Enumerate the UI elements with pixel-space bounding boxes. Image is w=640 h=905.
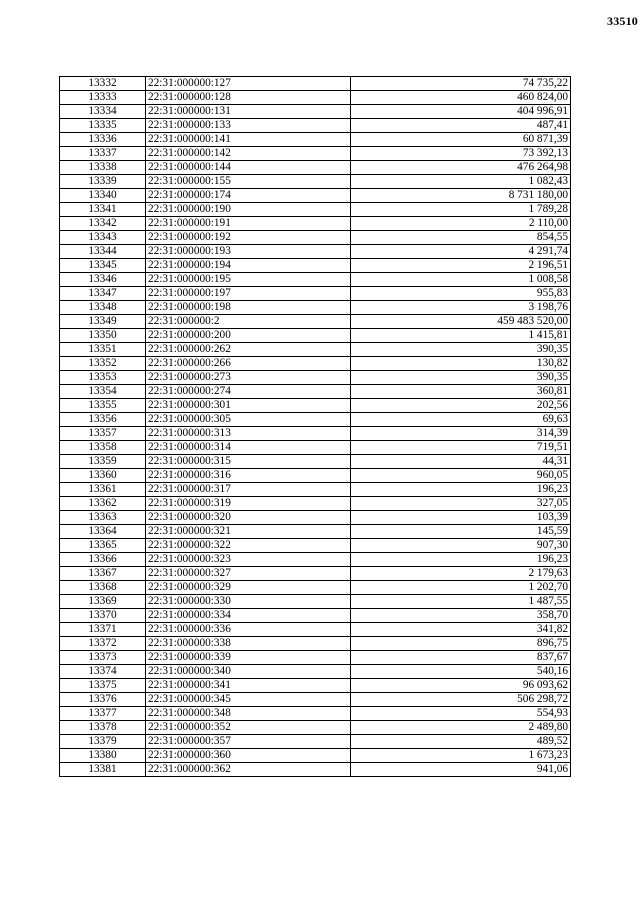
row-number-cell: 13336 xyxy=(60,133,146,147)
table-row xyxy=(60,189,571,203)
cadastral-number-cell: 22:31:000000:322 xyxy=(146,539,351,553)
row-number-cell: 13358 xyxy=(60,441,146,455)
cadastral-value-cell: 60 871,39 xyxy=(351,133,571,147)
table-row xyxy=(60,511,571,525)
table-row xyxy=(60,175,571,189)
cadastral-value-cell: 2 110,00 xyxy=(351,217,571,231)
cadastral-number-cell: 22:31:000000:321 xyxy=(146,525,351,539)
cadastral-number-cell: 22:31:000000:190 xyxy=(146,203,351,217)
cadastral-number-cell: 22:31:000000:144 xyxy=(146,161,351,175)
cadastral-value-cell: 487,41 xyxy=(351,119,571,133)
cadastral-number-cell: 22:31:000000:305 xyxy=(146,413,351,427)
row-number-cell: 13341 xyxy=(60,203,146,217)
cadastral-number-cell: 22:31:000000:131 xyxy=(146,105,351,119)
cadastral-value-cell: 8 731 180,00 xyxy=(351,189,571,203)
table-row xyxy=(60,497,571,511)
row-number-cell: 13376 xyxy=(60,693,146,707)
cadastral-value-cell: 907,30 xyxy=(351,539,571,553)
cadastral-value-cell: 1 673,23 xyxy=(351,749,571,763)
row-number-cell: 13360 xyxy=(60,469,146,483)
row-number-cell: 13363 xyxy=(60,511,146,525)
cadastral-number-cell: 22:31:000000:329 xyxy=(146,581,351,595)
cadastral-number-cell: 22:31:000000:262 xyxy=(146,343,351,357)
cadastral-number-cell: 22:31:000000:174 xyxy=(146,189,351,203)
table-row xyxy=(60,147,571,161)
table-body xyxy=(60,77,571,777)
cadastral-value-cell: 3 198,76 xyxy=(351,301,571,315)
cadastral-number-cell: 22:31:000000:327 xyxy=(146,567,351,581)
table-row xyxy=(60,679,571,693)
cadastral-value-cell: 196,23 xyxy=(351,553,571,567)
table-row xyxy=(60,553,571,567)
cadastral-value-cell: 74 735,22 xyxy=(351,77,571,91)
table-row xyxy=(60,567,571,581)
row-number-cell: 13344 xyxy=(60,245,146,259)
cadastral-value-cell: 2 489,80 xyxy=(351,721,571,735)
table-row xyxy=(60,455,571,469)
cadastral-value-cell: 719,51 xyxy=(351,441,571,455)
row-number-cell: 13356 xyxy=(60,413,146,427)
cadastral-number-cell: 22:31:000000:320 xyxy=(146,511,351,525)
cadastral-value-cell: 506 298,72 xyxy=(351,693,571,707)
cadastral-value-cell: 460 824,00 xyxy=(351,91,571,105)
cadastral-value-cell: 459 483 520,00 xyxy=(351,315,571,329)
table-row xyxy=(60,539,571,553)
cadastral-value-cell: 896,75 xyxy=(351,637,571,651)
cadastral-number-cell: 22:31:000000:2 xyxy=(146,315,351,329)
cadastral-value-cell: 837,67 xyxy=(351,651,571,665)
table-row xyxy=(60,763,571,777)
cadastral-number-cell: 22:31:000000:336 xyxy=(146,623,351,637)
cadastral-value-cell: 1 008,58 xyxy=(351,273,571,287)
cadastral-number-cell: 22:31:000000:316 xyxy=(146,469,351,483)
table-row xyxy=(60,357,571,371)
table-row xyxy=(60,651,571,665)
cadastral-number-cell: 22:31:000000:274 xyxy=(146,385,351,399)
table-row xyxy=(60,245,571,259)
cadastral-value-cell: 854,55 xyxy=(351,231,571,245)
cadastral-number-cell: 22:31:000000:315 xyxy=(146,455,351,469)
cadastral-number-cell: 22:31:000000:360 xyxy=(146,749,351,763)
cadastral-number-cell: 22:31:000000:155 xyxy=(146,175,351,189)
cadastral-number-cell: 22:31:000000:348 xyxy=(146,707,351,721)
table-row xyxy=(60,469,571,483)
row-number-cell: 13342 xyxy=(60,217,146,231)
row-number-cell: 13334 xyxy=(60,105,146,119)
cadastral-number-cell: 22:31:000000:323 xyxy=(146,553,351,567)
row-number-cell: 13371 xyxy=(60,623,146,637)
cadastral-value-cell: 145,59 xyxy=(351,525,571,539)
cadastral-value-cell: 1 202,70 xyxy=(351,581,571,595)
cadastral-value-cell: 96 093,62 xyxy=(351,679,571,693)
row-number-cell: 13354 xyxy=(60,385,146,399)
row-number-cell: 13372 xyxy=(60,637,146,651)
cadastral-number-cell: 22:31:000000:330 xyxy=(146,595,351,609)
table-row xyxy=(60,609,571,623)
cadastral-value-cell: 341,82 xyxy=(351,623,571,637)
row-number-cell: 13347 xyxy=(60,287,146,301)
row-number-cell: 13338 xyxy=(60,161,146,175)
table-row xyxy=(60,595,571,609)
cadastral-number-cell: 22:31:000000:338 xyxy=(146,637,351,651)
table-row xyxy=(60,693,571,707)
table-row xyxy=(60,623,571,637)
row-number-cell: 13359 xyxy=(60,455,146,469)
cadastral-number-cell: 22:31:000000:266 xyxy=(146,357,351,371)
cadastral-number-cell: 22:31:000000:317 xyxy=(146,483,351,497)
cadastral-value-cell: 1 789,28 xyxy=(351,203,571,217)
row-number-cell: 13380 xyxy=(60,749,146,763)
cadastral-number-cell: 22:31:000000:200 xyxy=(146,329,351,343)
cadastral-value-cell: 327,05 xyxy=(351,497,571,511)
row-number-cell: 13351 xyxy=(60,343,146,357)
cadastral-value-cell: 390,35 xyxy=(351,343,571,357)
row-number-cell: 13350 xyxy=(60,329,146,343)
cadastral-number-cell: 22:31:000000:195 xyxy=(146,273,351,287)
cadastral-number-cell: 22:31:000000:133 xyxy=(146,119,351,133)
cadastral-value-cell: 554,93 xyxy=(351,707,571,721)
cadastral-number-cell: 22:31:000000:191 xyxy=(146,217,351,231)
cadastral-number-cell: 22:31:000000:352 xyxy=(146,721,351,735)
row-number-cell: 13337 xyxy=(60,147,146,161)
row-number-cell: 13343 xyxy=(60,231,146,245)
cadastral-value-cell: 44,31 xyxy=(351,455,571,469)
row-number-cell: 13346 xyxy=(60,273,146,287)
table-row xyxy=(60,343,571,357)
cadastral-number-cell: 22:31:000000:313 xyxy=(146,427,351,441)
row-number-cell: 13370 xyxy=(60,609,146,623)
table-row xyxy=(60,399,571,413)
cadastral-number-cell: 22:31:000000:314 xyxy=(146,441,351,455)
cadastral-value-cell: 2 196,51 xyxy=(351,259,571,273)
cadastral-value-cell: 1 415,81 xyxy=(351,329,571,343)
row-number-cell: 13373 xyxy=(60,651,146,665)
cadastral-value-cell: 196,23 xyxy=(351,483,571,497)
row-number-cell: 13357 xyxy=(60,427,146,441)
table-row xyxy=(60,119,571,133)
cadastral-number-cell: 22:31:000000:341 xyxy=(146,679,351,693)
table-row xyxy=(60,329,571,343)
row-number-cell: 13364 xyxy=(60,525,146,539)
table-row xyxy=(60,413,571,427)
cadastral-value-cell: 360,81 xyxy=(351,385,571,399)
row-number-cell: 13374 xyxy=(60,665,146,679)
cadastral-number-cell: 22:31:000000:193 xyxy=(146,245,351,259)
row-number-cell: 13345 xyxy=(60,259,146,273)
table-row xyxy=(60,637,571,651)
cadastral-number-cell: 22:31:000000:362 xyxy=(146,763,351,777)
table-row xyxy=(60,581,571,595)
table-row xyxy=(60,483,571,497)
table-row xyxy=(60,665,571,679)
row-number-cell: 13353 xyxy=(60,371,146,385)
row-number-cell: 13339 xyxy=(60,175,146,189)
table-row xyxy=(60,231,571,245)
cadastral-number-cell: 22:31:000000:340 xyxy=(146,665,351,679)
cadastral-number-cell: 22:31:000000:128 xyxy=(146,91,351,105)
table-row xyxy=(60,133,571,147)
cadastral-number-cell: 22:31:000000:357 xyxy=(146,735,351,749)
cadastral-number-cell: 22:31:000000:301 xyxy=(146,399,351,413)
cadastral-number-cell: 22:31:000000:339 xyxy=(146,651,351,665)
row-number-cell: 13365 xyxy=(60,539,146,553)
row-number-cell: 13369 xyxy=(60,595,146,609)
cadastral-value-cell: 358,70 xyxy=(351,609,571,623)
table-row xyxy=(60,259,571,273)
cadastral-value-cell: 4 291,74 xyxy=(351,245,571,259)
cadastral-number-cell: 22:31:000000:334 xyxy=(146,609,351,623)
table-row xyxy=(60,721,571,735)
table-row xyxy=(60,315,571,329)
cadastral-number-cell: 22:31:000000:127 xyxy=(146,77,351,91)
row-number-cell: 13349 xyxy=(60,315,146,329)
table-row xyxy=(60,371,571,385)
row-number-cell: 13375 xyxy=(60,679,146,693)
cadastral-value-cell: 390,35 xyxy=(351,371,571,385)
cadastral-value-table xyxy=(59,76,571,777)
row-number-cell: 13366 xyxy=(60,553,146,567)
table-row xyxy=(60,707,571,721)
cadastral-value-cell: 2 179,63 xyxy=(351,567,571,581)
cadastral-value-cell: 489,52 xyxy=(351,735,571,749)
table-row xyxy=(60,735,571,749)
table-row xyxy=(60,203,571,217)
cadastral-number-cell: 22:31:000000:198 xyxy=(146,301,351,315)
row-number-cell: 13340 xyxy=(60,189,146,203)
cadastral-value-cell: 404 996,91 xyxy=(351,105,571,119)
row-number-cell: 13362 xyxy=(60,497,146,511)
table-row xyxy=(60,217,571,231)
table-row xyxy=(60,287,571,301)
table-row xyxy=(60,273,571,287)
table-row xyxy=(60,441,571,455)
row-number-cell: 13352 xyxy=(60,357,146,371)
cadastral-value-cell: 202,56 xyxy=(351,399,571,413)
table-row xyxy=(60,301,571,315)
cadastral-value-cell: 955,83 xyxy=(351,287,571,301)
cadastral-value-cell: 476 264,98 xyxy=(351,161,571,175)
row-number-cell: 13378 xyxy=(60,721,146,735)
row-number-cell: 13333 xyxy=(60,91,146,105)
table-row xyxy=(60,161,571,175)
table-row xyxy=(60,105,571,119)
cadastral-number-cell: 22:31:000000:197 xyxy=(146,287,351,301)
cadastral-value-cell: 941,06 xyxy=(351,763,571,777)
cadastral-number-cell: 22:31:000000:141 xyxy=(146,133,351,147)
cadastral-value-cell: 73 392,13 xyxy=(351,147,571,161)
cadastral-number-cell: 22:31:000000:192 xyxy=(146,231,351,245)
cadastral-value-cell: 1 082,43 xyxy=(351,175,571,189)
row-number-cell: 13335 xyxy=(60,119,146,133)
row-number-cell: 13367 xyxy=(60,567,146,581)
cadastral-number-cell: 22:31:000000:319 xyxy=(146,497,351,511)
row-number-cell: 13355 xyxy=(60,399,146,413)
cadastral-value-cell: 103,39 xyxy=(351,511,571,525)
cadastral-value-cell: 130,82 xyxy=(351,357,571,371)
table-row xyxy=(60,77,571,91)
cadastral-value-cell: 69,63 xyxy=(351,413,571,427)
cadastral-value-cell: 540,16 xyxy=(351,665,571,679)
row-number-cell: 13361 xyxy=(60,483,146,497)
table-row xyxy=(60,525,571,539)
cadastral-number-cell: 22:31:000000:345 xyxy=(146,693,351,707)
row-number-cell: 13377 xyxy=(60,707,146,721)
cadastral-number-cell: 22:31:000000:273 xyxy=(146,371,351,385)
row-number-cell: 13381 xyxy=(60,763,146,777)
row-number-cell: 13348 xyxy=(60,301,146,315)
row-number-cell: 13368 xyxy=(60,581,146,595)
cadastral-value-cell: 1 487,55 xyxy=(351,595,571,609)
cadastral-number-cell: 22:31:000000:142 xyxy=(146,147,351,161)
table-row xyxy=(60,385,571,399)
table-row xyxy=(60,91,571,105)
cadastral-number-cell: 22:31:000000:194 xyxy=(146,259,351,273)
table-row xyxy=(60,427,571,441)
row-number-cell: 13332 xyxy=(60,77,146,91)
table-row xyxy=(60,749,571,763)
page-number: 33510 xyxy=(607,14,638,28)
cadastral-value-cell: 314,39 xyxy=(351,427,571,441)
cadastral-value-cell: 960,05 xyxy=(351,469,571,483)
row-number-cell: 13379 xyxy=(60,735,146,749)
